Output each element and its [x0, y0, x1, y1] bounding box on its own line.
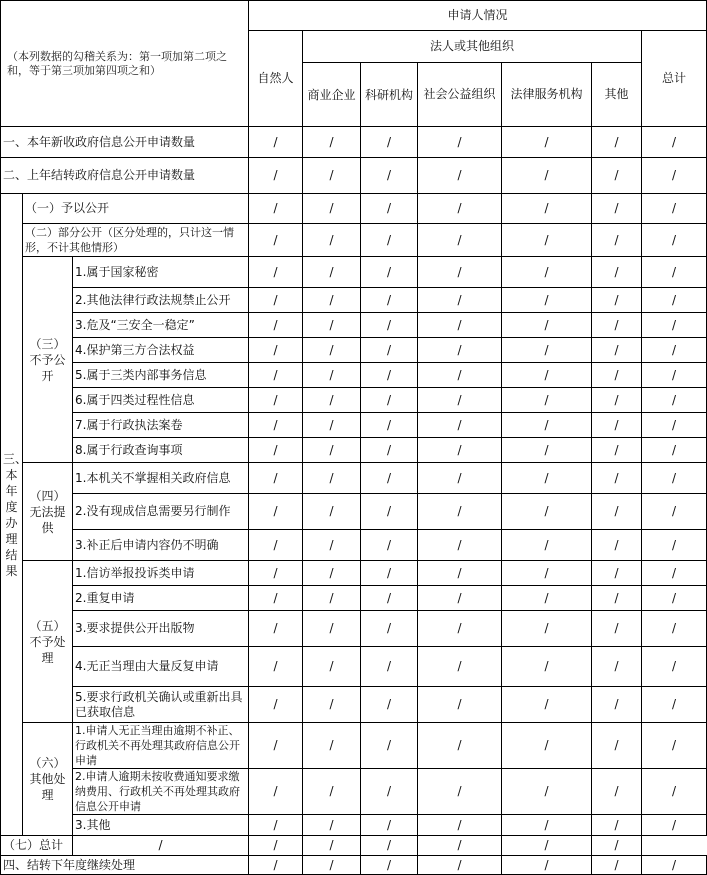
data-cell: / — [361, 586, 418, 611]
table-row — [1, 313, 707, 338]
data-cell: / — [642, 257, 707, 288]
data-cell: / — [502, 388, 592, 413]
data-cell: / — [361, 856, 418, 875]
data-cell: / — [418, 288, 502, 313]
data-cell: / — [361, 127, 418, 158]
data-cell: / — [303, 463, 361, 494]
data-cell: / — [361, 224, 418, 257]
row-label: 3.补正后申请内容仍不明确 — [73, 530, 249, 561]
data-cell: / — [303, 836, 361, 856]
data-cell: / — [592, 687, 642, 723]
data-cell: / — [249, 194, 303, 224]
data-cell: / — [303, 561, 361, 586]
data-cell: / — [642, 687, 707, 723]
data-cell: / — [592, 611, 642, 647]
data-cell: / — [361, 463, 418, 494]
data-cell: / — [642, 611, 707, 647]
data-cell: / — [418, 313, 502, 338]
data-cell: / — [502, 194, 592, 224]
data-cell: / — [303, 647, 361, 687]
data-cell: / — [249, 127, 303, 158]
data-cell: / — [642, 494, 707, 530]
table-row — [1, 856, 707, 875]
data-cell: / — [592, 494, 642, 530]
data-cell: / — [502, 647, 592, 687]
table-row — [1, 769, 707, 815]
data-cell: / — [418, 647, 502, 687]
data-cell: / — [249, 224, 303, 257]
data-cell: / — [361, 158, 418, 194]
data-cell: / — [592, 257, 642, 288]
data-cell: / — [642, 438, 707, 463]
total-header: 总计 — [642, 31, 707, 127]
row-label: 5.属于三类内部事务信息 — [73, 363, 249, 388]
data-cell: / — [502, 687, 592, 723]
data-cell: / — [303, 723, 361, 769]
data-cell: / — [303, 586, 361, 611]
data-cell: / — [502, 856, 592, 875]
data-cell: / — [361, 723, 418, 769]
data-cell: / — [303, 769, 361, 815]
row-label: 5.要求行政机关确认或重新出具已获取信息 — [73, 687, 249, 723]
data-cell: / — [592, 723, 642, 769]
data-cell: / — [249, 313, 303, 338]
group-3-label: （三）不予公开 — [23, 257, 73, 463]
row-label: （一）予以公开 — [23, 194, 249, 224]
data-cell: / — [418, 561, 502, 586]
table-row — [1, 815, 707, 836]
data-cell: / — [592, 647, 642, 687]
row-label: 2.没有现成信息需要另行制作 — [73, 494, 249, 530]
data-cell: / — [642, 413, 707, 438]
data-cell: / — [502, 438, 592, 463]
legal-service-header: 法律服务机构 — [502, 63, 592, 127]
data-cell: / — [592, 388, 642, 413]
data-cell: / — [303, 224, 361, 257]
data-cell: / — [361, 413, 418, 438]
data-cell: / — [592, 338, 642, 363]
data-cell: / — [418, 388, 502, 413]
data-cell: / — [361, 363, 418, 388]
data-cell: / — [502, 836, 592, 856]
data-cell: / — [361, 313, 418, 338]
data-cell: / — [502, 463, 592, 494]
table-row — [1, 586, 707, 611]
data-cell: / — [502, 494, 592, 530]
data-cell: / — [303, 313, 361, 338]
data-cell: / — [249, 815, 303, 836]
data-cell: / — [361, 194, 418, 224]
data-cell: / — [502, 723, 592, 769]
data-cell: / — [361, 388, 418, 413]
data-cell: / — [592, 413, 642, 438]
data-cell: / — [592, 463, 642, 494]
table-row — [1, 561, 707, 586]
data-cell: / — [418, 494, 502, 530]
data-cell: / — [592, 836, 642, 856]
data-cell: / — [249, 463, 303, 494]
data-cell: / — [361, 438, 418, 463]
data-cell: / — [642, 194, 707, 224]
data-cell: / — [418, 836, 502, 856]
data-cell: / — [642, 561, 707, 586]
group-4-label: （四）无法提供 — [23, 463, 73, 561]
row-label: 1.申请人无正当理由逾期不补正、行政机关不再处理其政府信息公开申请 — [73, 723, 249, 769]
public-welfare-header: 社会公益组织 — [418, 63, 502, 127]
data-cell: / — [303, 363, 361, 388]
data-cell: / — [592, 363, 642, 388]
data-cell: / — [303, 127, 361, 158]
data-cell: / — [249, 856, 303, 875]
data-cell: / — [303, 413, 361, 438]
group-6-label: （六）其他处理 — [23, 723, 73, 836]
data-cell: / — [502, 127, 592, 158]
data-cell: / — [249, 723, 303, 769]
data-cell: / — [642, 815, 707, 836]
data-cell: / — [592, 127, 642, 158]
row-label: 2.其他法律行政法规禁止公开 — [73, 288, 249, 313]
section-3-label: 三、本年度办理结果 — [1, 194, 23, 836]
table-row — [1, 463, 707, 494]
data-cell: / — [303, 687, 361, 723]
data-cell: / — [592, 561, 642, 586]
data-cell: / — [642, 224, 707, 257]
data-cell: / — [642, 723, 707, 769]
data-cell: / — [502, 611, 592, 647]
data-cell: / — [249, 438, 303, 463]
table-row — [1, 438, 707, 463]
data-cell: / — [642, 363, 707, 388]
data-cell: / — [502, 288, 592, 313]
data-cell: / — [249, 257, 303, 288]
data-cell: / — [592, 313, 642, 338]
data-cell: / — [361, 611, 418, 647]
data-cell: / — [303, 338, 361, 363]
data-cell: / — [418, 856, 502, 875]
table-row — [1, 413, 707, 438]
data-cell: / — [502, 338, 592, 363]
data-cell: / — [592, 815, 642, 836]
table-row — [1, 194, 707, 224]
data-cell: / — [642, 313, 707, 338]
data-cell: / — [642, 388, 707, 413]
row-label: 3.要求提供公开出版物 — [73, 611, 249, 647]
data-cell: / — [361, 494, 418, 530]
row-label: 二、上年结转政府信息公开申请数量 — [1, 158, 249, 194]
data-cell: / — [249, 687, 303, 723]
data-cell: / — [418, 815, 502, 836]
data-cell: / — [418, 530, 502, 561]
data-cell: / — [642, 158, 707, 194]
data-cell: / — [418, 194, 502, 224]
data-cell: / — [249, 288, 303, 313]
data-cell: / — [418, 586, 502, 611]
reconciliation-note: （本列数据的勾稽关系为：第一项加第二项之和，等于第三项加第四项之和） — [1, 1, 249, 127]
data-cell: / — [361, 338, 418, 363]
table-row — [1, 723, 707, 769]
data-cell: / — [303, 438, 361, 463]
row-label: 一、本年新收政府信息公开申请数量 — [1, 127, 249, 158]
natural-person-header: 自然人 — [249, 31, 303, 127]
table-row — [1, 836, 707, 856]
row-label: 7.属于行政执法案卷 — [73, 413, 249, 438]
row-label: 1.信访举报投诉类申请 — [73, 561, 249, 586]
data-cell: / — [418, 127, 502, 158]
data-cell: / — [592, 224, 642, 257]
data-cell: / — [418, 363, 502, 388]
data-cell: / — [642, 856, 707, 875]
data-cell: / — [249, 647, 303, 687]
data-cell: / — [418, 611, 502, 647]
table-row — [1, 158, 707, 194]
table-row — [1, 530, 707, 561]
data-cell: / — [592, 158, 642, 194]
row-label: 1.本机关不掌握相关政府信息 — [73, 463, 249, 494]
row-label: 4.保护第三方合法权益 — [73, 338, 249, 363]
data-cell: / — [592, 769, 642, 815]
row-label: 6.属于四类过程性信息 — [73, 388, 249, 413]
data-cell: / — [418, 413, 502, 438]
data-cell: / — [249, 561, 303, 586]
data-cell: / — [418, 463, 502, 494]
row-label: 4.无正当理由大量反复申请 — [73, 647, 249, 687]
data-cell: / — [642, 127, 707, 158]
data-cell: / — [361, 647, 418, 687]
data-cell: / — [592, 194, 642, 224]
data-cell: / — [502, 769, 592, 815]
table-row — [1, 647, 707, 687]
data-cell: / — [502, 561, 592, 586]
data-cell: / — [361, 836, 418, 856]
data-cell: / — [502, 158, 592, 194]
data-cell: / — [642, 769, 707, 815]
table-row — [1, 388, 707, 413]
data-cell: / — [502, 313, 592, 338]
data-cell: / — [249, 530, 303, 561]
data-cell: / — [303, 257, 361, 288]
data-cell: / — [418, 158, 502, 194]
data-cell: / — [249, 158, 303, 194]
data-cell: / — [418, 438, 502, 463]
other-header: 其他 — [592, 63, 642, 127]
data-cell: / — [249, 388, 303, 413]
row-label: 1.属于国家秘密 — [73, 257, 249, 288]
table-row — [1, 687, 707, 723]
data-cell: / — [361, 257, 418, 288]
research-institution-header: 科研机构 — [361, 63, 418, 127]
data-cell: / — [303, 388, 361, 413]
data-cell: / — [502, 586, 592, 611]
data-cell: / — [303, 815, 361, 836]
data-cell: / — [303, 494, 361, 530]
data-cell: / — [303, 856, 361, 875]
data-cell: / — [592, 586, 642, 611]
group-5-label: （五）不予处理 — [23, 561, 73, 723]
table-row — [1, 611, 707, 647]
data-cell: / — [249, 586, 303, 611]
data-cell: / — [418, 723, 502, 769]
data-cell: / — [361, 769, 418, 815]
data-cell: / — [642, 530, 707, 561]
data-cell: / — [642, 463, 707, 494]
data-cell: / — [418, 338, 502, 363]
data-cell: / — [361, 815, 418, 836]
data-cell: / — [592, 530, 642, 561]
data-cell: / — [502, 257, 592, 288]
table-row — [1, 127, 707, 158]
data-cell: / — [642, 288, 707, 313]
data-cell: / — [303, 611, 361, 647]
data-cell: / — [303, 288, 361, 313]
row-label: 2.重复申请 — [73, 586, 249, 611]
legal-person-header: 法人或其他组织 — [303, 31, 642, 63]
applicant-status-header: 申请人情况 — [249, 1, 707, 31]
data-cell: / — [592, 438, 642, 463]
data-cell: / — [249, 836, 303, 856]
row-label: 8.属于行政查询事项 — [73, 438, 249, 463]
data-cell: / — [361, 687, 418, 723]
data-cell: / — [502, 363, 592, 388]
data-cell: / — [642, 586, 707, 611]
table-row — [1, 257, 707, 288]
table-row — [1, 338, 707, 363]
data-cell: / — [642, 647, 707, 687]
data-cell: / — [418, 769, 502, 815]
data-cell: / — [592, 288, 642, 313]
data-cell: / — [249, 494, 303, 530]
table-row — [1, 224, 707, 257]
data-cell: / — [642, 338, 707, 363]
commercial-enterprise-header: 商业企业 — [303, 63, 361, 127]
data-cell: / — [249, 413, 303, 438]
data-cell: / — [249, 338, 303, 363]
data-cell: / — [592, 856, 642, 875]
data-cell: / — [361, 288, 418, 313]
data-cell: / — [249, 611, 303, 647]
row-label: 2.申请人逾期未按收费通知要求缴纳费用、行政机关不再处理其政府信息公开申请 — [73, 769, 249, 815]
data-cell: / — [73, 836, 249, 856]
table-row — [1, 288, 707, 313]
row-label: （二）部分公开（区分处理的，只计这一情形，不计其他情形） — [23, 224, 249, 257]
data-cell: / — [502, 413, 592, 438]
table-row — [1, 363, 707, 388]
data-cell: / — [249, 363, 303, 388]
data-cell: / — [303, 158, 361, 194]
data-cell: / — [249, 769, 303, 815]
data-cell: / — [303, 194, 361, 224]
row-label: 3.其他 — [73, 815, 249, 836]
data-cell: / — [502, 815, 592, 836]
table-row — [1, 494, 707, 530]
data-cell: / — [502, 224, 592, 257]
row-label: 3.危及“三安全一稳定” — [73, 313, 249, 338]
data-cell: / — [418, 257, 502, 288]
row-label: （七）总计 — [1, 836, 73, 856]
data-cell: / — [418, 224, 502, 257]
data-cell: / — [418, 687, 502, 723]
data-cell: / — [361, 561, 418, 586]
data-cell: / — [361, 530, 418, 561]
data-cell: / — [303, 530, 361, 561]
row-label: 四、结转下年度继续处理 — [1, 856, 249, 875]
data-cell: / — [502, 530, 592, 561]
